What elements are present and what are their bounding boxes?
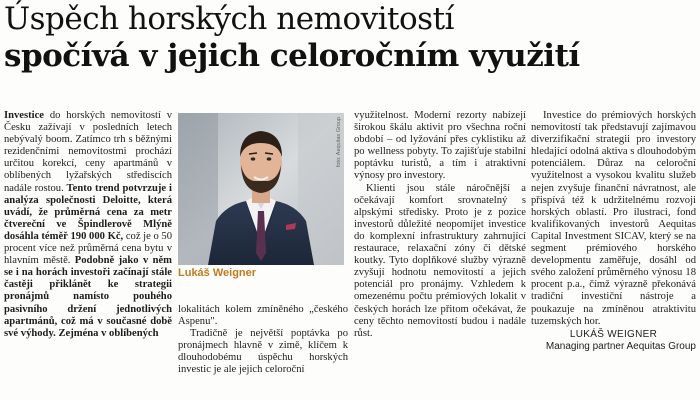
col1-text-d: Podobně jako v něm se i na horách investoři začínají stále častěji přiklánět ke strategii pronájmů namísto pouhého pasivního držení jednotlivých apartmánů, což má v současné době své výhody. Zejména v oblíbených [4,255,173,339]
col1-text-a: do horských nemovitostí v Česku zažívají v posledních letech nebývalý boom. Zatímco trh s běžnými rezidenčními nemovitostmi prochází určitou korekcí, ceny apartmánů v oblíbených lyžařských střediscích nadále rostou. [4,110,172,194]
article-column-3 [354,110,526,340]
article-column-2 [178,304,348,377]
article-column-4 [531,110,696,353]
col1-text-b: Tento trend potvrzuje i analýza společnosti Deloitte, která uvádí, že průměrná cena za metr čtvereční ve Špindlerově Mlýně dosáhla téměř 190 000 Kč, [4,182,172,242]
col2-paragraph-1: lokalitách kolem zmíněného „českého Aspenu". [178,304,348,328]
col3-paragraph-1: využitelnost. Moderní rezorty nabízejí širokou škálu aktivit pro všechna roční období – od lyžování přes cyklistiku až po wellness pobyty. To zajišťuje stabilní poptávku turistů, a tím i atraktivní výnosy pro investory. [354,110,526,182]
author-signature [531,329,696,353]
headline-line-2: spočívá v jejich celoročním využití [4,38,580,74]
lead-word: Investice [4,110,45,121]
author-role: Managing partner Aequitas Group [545,340,696,352]
article-headline [4,0,696,74]
col4-paragraph-1: Investice do prémiových horských nemovitostí tak představují zajímavou diverzifikační strategii pro investory hledající odolná aktiva s dlouhodobým potenciálem. Důraz na celoroční využitelnost a vysokou kvalitu služeb nejen zvyšuje finanční návratnost, ale přispívá též k udržitelnému rozvoji horských oblastí. Pro ilustraci, fond kvalifikovaných investorů Aequitas Capital Investment SICAV, který se na segment prémiového horského developmentu zaměřuje, dosáhl od svého založení průměrného výnosu 18 procent p.a., čímž výrazně překonává tradiční investiční nástroje a poukazuje na zmíněnou atraktivitu tuzemských hor. [531,110,696,327]
col2-paragraph-2: Tradičně je největší poptávka po pronájmech hlavně v zimě, klíčem k dlouhodobému úspěchu horských investic je ale jejich celoroční [178,328,348,376]
portrait-photo [178,113,344,265]
author-name: LUKÁŠ WEIGNER [569,328,658,340]
article-column-1 [4,110,172,340]
photo-caption: Lukáš Weigner [178,267,257,279]
col1-text-c: což je o 50 procent více než průměrná cena bytu v hlavním městě. [4,230,173,267]
headline-line-1: Úspěch horských nemovitostí [4,1,454,37]
portrait-illustration [178,113,344,265]
col3-paragraph-2: Klienti jsou stále náročnější a očekávají komfort srovnatelný s alpskými středisky. Proto je z pozice investorů důležité neopomíjet investice do komplexní infrastruktury zahrnující restaurace, relaxační zóny či dětské koutky. Tyto doplňkové služby výrazně zvyšují hodnotu nemovitostí a jejich potenciál pro pronájmy. Vzhledem k omezenému počtu prémiových lokalit v českých horách lze přitom očekávat, že ceny těchto nemovitostí budou i nadále růst. [354,182,526,339]
photo-credit: foto: Aequitas Group [336,117,342,168]
col1-paragraph [4,110,172,340]
